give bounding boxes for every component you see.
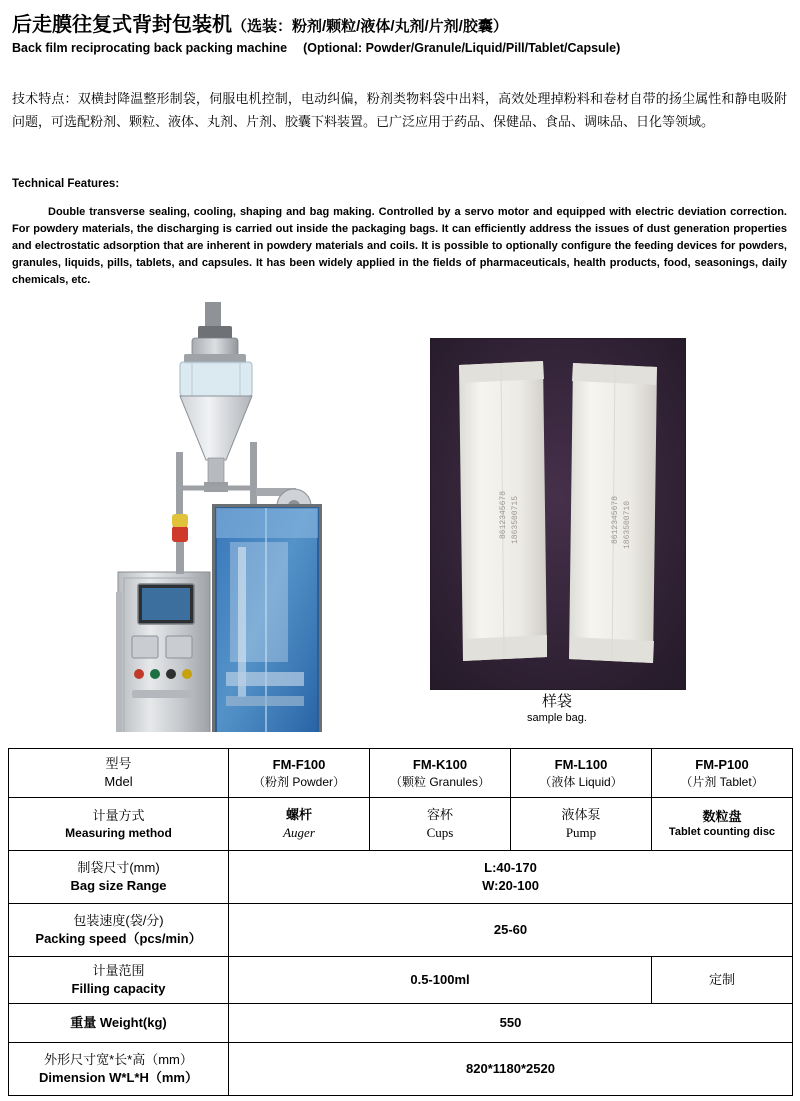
bag-right [569, 363, 657, 663]
bagger-cabinet [212, 504, 322, 732]
svg-text:8612345678: 8612345678 [611, 495, 620, 544]
row-label-dimension: 外形尺寸宽*长*高（mm） Dimension W*L*H（mm） [9, 1043, 229, 1096]
page-title-en [12, 41, 620, 55]
hopper-assembly [180, 302, 252, 492]
cell-method-pump: 液体泵 Pump [511, 798, 652, 851]
title-cn-main: 后走膜往复式背封包装机 [12, 14, 232, 36]
cell-dimension-value: 820*1180*2520 [229, 1043, 793, 1096]
cell-model-powder: FM-F100 （粉剂 Powder） [229, 749, 370, 798]
cell-bag-size-value: L:40-170 W:20-100 [229, 851, 793, 904]
technical-features-label: Technical Features: [12, 178, 120, 190]
bag-caption-en: sample bag. [527, 712, 587, 724]
title-cn-option: （选装：粉剂/颗粒/液体/丸剂/片剂/胶囊） [232, 18, 508, 35]
machine-photo [80, 292, 380, 732]
table-row-filling-capacity [9, 957, 793, 1004]
cell-method-cups: 容杯 Cups [370, 798, 511, 851]
row-label-model: 型号 Mdel [9, 749, 229, 798]
title-en-option: (Optional: Powder/Granule/Liquid/Pill/Tablet/Capsule) [303, 41, 621, 55]
table-row-bag-size [9, 851, 793, 904]
svg-text:1863500710: 1863500710 [623, 500, 632, 549]
control-cabinet [118, 572, 210, 732]
technical-features-en: Double transverse sealing, cooling, shaping and bag making. Controlled by a servo motor and equipped with electric deviation correction. For powdery materials, the discharging is carried out inside the packaging bags. It can efficiently address the issues of dust generation properties and electrostatic adsorption that are inherent in powdery materials and coils. It is possible to optionally configure the feeding devices for powders, granules, liquids, pills, tablets, and capsules. It has been widely applied in the fields of pharmaceuticals, health products, food, seasonings, daily chemicals, etc. [12, 206, 787, 287]
table-row-dimension [9, 1043, 793, 1096]
page-title-cn [12, 8, 508, 37]
table-row-packing-speed [9, 904, 793, 957]
technical-features-cn: 技术特点：双横封降温整形制袋，伺服电机控制，电动纠偏，粉剂类物料袋中出料，高效处理掉粉料和卷材自带的扬尘属性和静电吸附问题，可选配粉剂、颗粒、液体、丸剂、片剂、胶囊下料装置。已广泛应用于药品、保健品、食品、调味品、日化等领域。 [12, 91, 787, 129]
cell-filling-capacity-value: 0.5-100ml [229, 957, 652, 1004]
table-row-measuring-method [9, 798, 793, 851]
bag-caption-cn: 样袋 [541, 693, 572, 710]
sample-bag-photo [430, 338, 686, 690]
cell-model-tablet: FM-P100 （片剂 Tablet） [652, 749, 793, 798]
row-label-weight: 重量 Weight(kg) [9, 1004, 229, 1043]
cell-filling-capacity-custom: 定制 [652, 957, 793, 1004]
cell-model-liquid: FM-L100 （液体 Liquid） [511, 749, 652, 798]
row-label-measuring-method: 计量方式 Measuring method [9, 798, 229, 851]
specification-table [8, 748, 793, 1096]
row-label-filling-capacity: 计量范围 Filling capacity [9, 957, 229, 1004]
row-label-packing-speed: 包装速度(袋/分) Packing speed（pcs/min） [9, 904, 229, 957]
row-label-bag-size: 制袋尺寸(mm) Bag size Range [9, 851, 229, 904]
svg-text:8612345678: 8612345678 [499, 490, 508, 539]
svg-text:1863500715: 1863500715 [511, 495, 520, 544]
cell-method-auger: 螺杆 Auger [229, 798, 370, 851]
bag-left [459, 361, 547, 661]
cell-packing-speed-value: 25-60 [229, 904, 793, 957]
title-en-main: Back film reciprocating back packing machine [12, 41, 288, 55]
table-row-weight [9, 1004, 793, 1043]
cell-method-tablet-disc: 数粒盘 Tablet counting disc [652, 798, 793, 851]
cell-model-granules: FM-K100 （颗粒 Granules） [370, 749, 511, 798]
table-row-model [9, 749, 793, 798]
cell-weight-value: 550 [229, 1004, 793, 1043]
